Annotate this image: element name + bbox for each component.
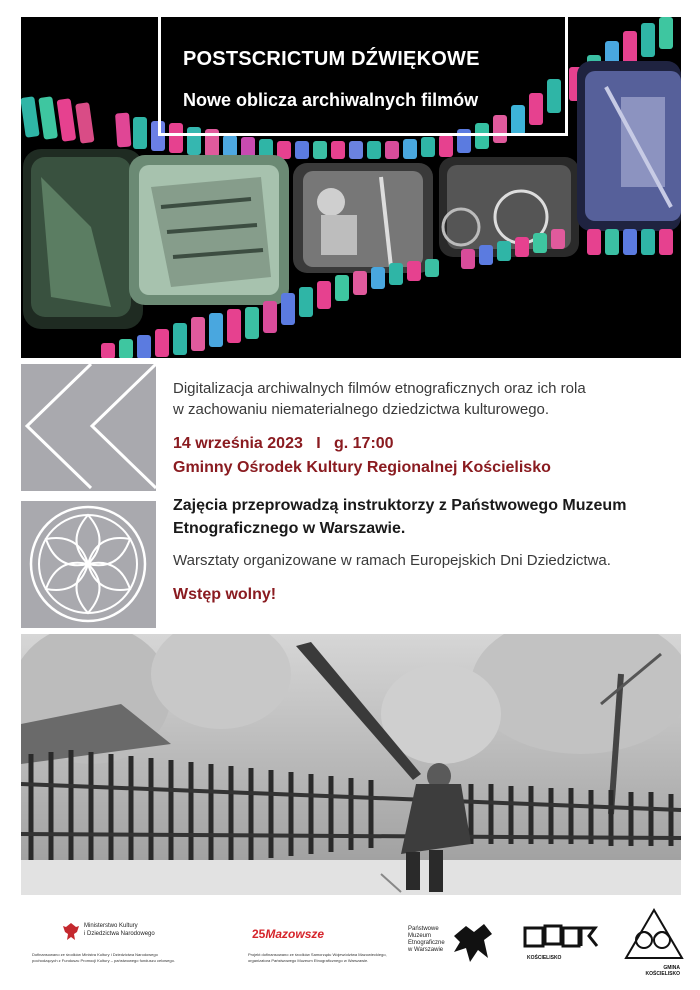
instructors-line-1: Zajęcia przeprowadzą instruktorzy z Państwowego Muzeum [173, 497, 627, 514]
workshop-note: Warsztaty organizowane w ramach Europejskich Dni Dziedzictwa. [173, 552, 611, 569]
archival-photo [21, 634, 681, 895]
instructors-line-2: Etnograficznego w Warszawie. [173, 520, 406, 537]
highlander-rosette-icon [21, 501, 156, 628]
gmina-label-2: KOŚCIELISKO [645, 971, 680, 977]
mazowsze-logo [252, 925, 324, 943]
chevrons-left-icon [21, 364, 156, 491]
title-frame [158, 17, 568, 136]
rosette-panel [21, 501, 156, 628]
ministry-funding-note-1: Dofinansowano ze środków Ministra Kultury i Dziedzictwa Narodowego [32, 952, 158, 957]
mazowsze-logo-text: Mazowsze [265, 927, 325, 941]
event-details-section [21, 364, 681, 628]
mazowsze-25-mark: 25 [252, 927, 266, 941]
free-entry: Wstęp wolny! [173, 586, 277, 603]
event-title: POSTSCRICTUM DŹWIĘKOWE [183, 48, 480, 70]
event-text [173, 378, 673, 607]
event-datetime: 14 września 2023 I g. 17:00 [173, 435, 394, 452]
gmina-label-1: GMINA [663, 965, 680, 971]
description-line-2: w zachowaniu niematerialnego dziedzictwa kulturowego. [173, 401, 550, 418]
museum-name-4: w Warszawie [408, 947, 444, 953]
museum-figure-icon [450, 922, 496, 964]
eagle-emblem-icon [62, 922, 80, 942]
event-venue: Gminny Ośrodek Kultury Regionalnej Kościelisko [173, 459, 551, 476]
gokr-letters-icon [523, 924, 599, 950]
film-banner [21, 17, 681, 358]
gokr-logo [523, 924, 599, 961]
event-subtitle: Nowe oblicza archiwalnych filmów [183, 90, 479, 110]
mazowsze-funding-note-1: Projekt dofinansowano ze środków Samorządu Województwa Mazowieckiego, [248, 952, 387, 957]
ministry-logo [62, 922, 155, 947]
mazowsze-funding-note-2: organizatora Państwowego Muzeum Etnograficznego w Warszawie. [248, 958, 369, 963]
gmina-logo [622, 908, 686, 980]
gokr-name: KOŚCIELISKO [527, 955, 562, 961]
museum-logo [408, 926, 445, 954]
museum-name-3: Etnograficzne [408, 940, 445, 946]
ministry-funding-note-2: pochodzących z Funduszu Promocji Kultury – państwowego funduszu celowego. [32, 958, 175, 963]
winter-photo-graphic [21, 634, 681, 895]
museum-name-2: Muzeum [408, 933, 432, 939]
mountain-faces-icon [622, 908, 686, 960]
ministry-name-1: Ministerstwo Kultury [84, 923, 138, 929]
description-line-1: Digitalizacja archiwalnych filmów etnograficznych oraz ich rola [173, 380, 586, 397]
sponsor-logos [0, 900, 700, 990]
ministry-name-2: i Dziedzictwa Narodowego [84, 931, 155, 937]
museum-name-1: Państwowe [408, 926, 439, 932]
chevron-panel [21, 364, 156, 491]
